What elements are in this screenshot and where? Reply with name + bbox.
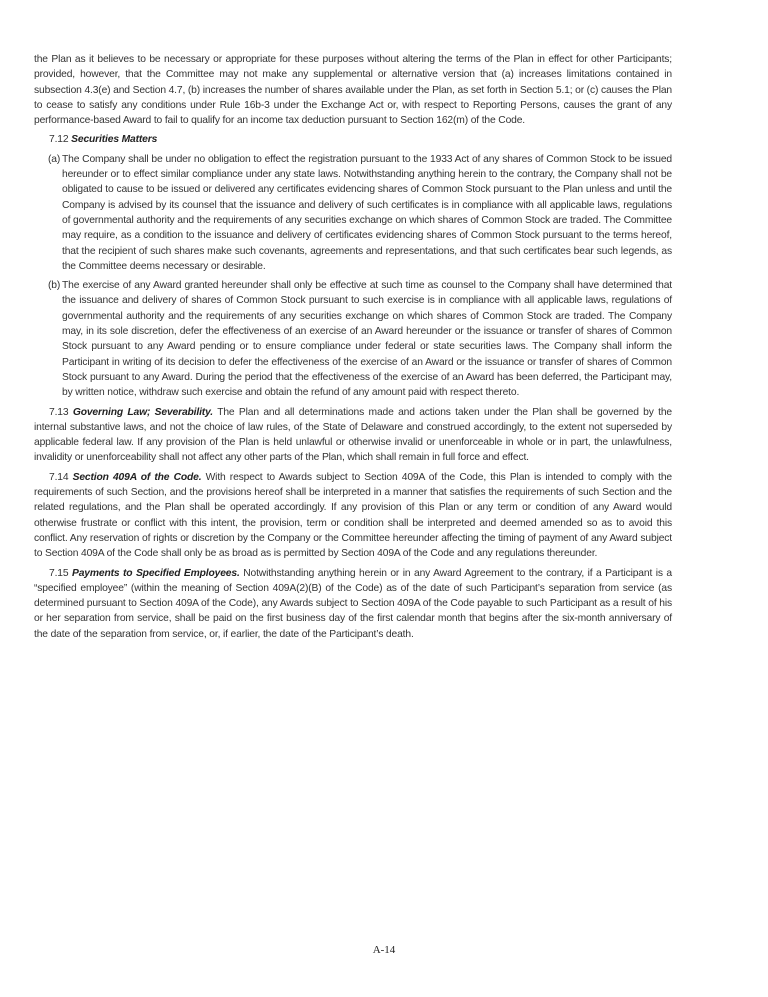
list-label: (a): [48, 153, 61, 165]
section-heading: Governing Law; Severability.: [72, 406, 213, 418]
section-number: 7.15: [49, 567, 69, 579]
list-text: The exercise of any Award granted hereunder shall only be effective at such time as counsel to the Company shall have determined that the issuance and delivery of shares of Common Stock pursuant to such exercise is in compliance with all applicable laws, regulations of governmental authority and the requirements of any securities exchange on which shares of Common Stock are traded. The Company may, in its sole discretion, defer the effectiveness of an exercise of an Award hereunder or the issuance or transfer of shares of Common Stock pursuant to any Award pending or to ensure compliance under federal or state securities laws. The Company shall inform the Participant in writing of its decision to defer the effectiveness of the exercise of an Award or the issuance or transfer of shares of Common Stock pursuant to any Award. During the period that the effectiveness of the exercise of an Award has been deferred, the Participant may, by written notice, withdraw such exercise and obtain the refund of any amount paid with respect thereto.: [62, 280, 672, 399]
page-number: A-14: [372, 944, 396, 956]
section-text: Notwithstanding anything herein or in any Award Agreement to the contrary, if a Participant is a “specified employee” (within the meaning of Section 409A(2)(B) of the Code) as of the date of such Participant’s separation from service (as determined pursuant to Section 409A of the Code), any Awards subject to Section 409A of the Code payable to such Participant as a result of his or her separation from service, shall be paid on the first business day of the first calendar month that begins after the six-month anniversary of the date of the separation from service, or, if earlier, the date of the Participant’s death.: [34, 567, 672, 640]
section-number: 7.13: [49, 406, 69, 418]
document-page: [34, 52, 672, 646]
section-text: With respect to Awards subject to Section 409A of the Code, this Plan is intended to comply with the requirements of such Section, and the provisions hereof shall be interpreted in a manner that satisfies the requirements of such Section and the related regulations, and the Plan shall be operated accordingly. If any provision of this Plan or any term or condition of any Award would otherwise frustrate or conflict with this intent, the provision, term or condition shall be interpreted and deemed amended so as to avoid this conflict. Any reservation of rights or discretion by the Company or the Committee hereunder affecting the timing of payment of any Award subject to Section 409A of the Code shall only be as broad as is permitted by Section 409A of the Code and any regulations thereunder.: [34, 471, 672, 560]
section-number: 7.14: [49, 471, 69, 483]
section-heading: Payments to Specified Employees.: [72, 567, 240, 579]
list-item-a: [48, 152, 672, 274]
section-7-12-heading: [34, 132, 672, 147]
section-heading: Securities Matters: [71, 134, 158, 146]
section-7-15: [34, 566, 672, 642]
section-number: 7.12: [49, 134, 69, 146]
list-label: (b): [48, 280, 61, 292]
section-heading: Section 409A of the Code.: [72, 471, 202, 483]
section-text: The Plan and all determinations made and actions taken under the Plan shall be governed by the internal substantive laws, and not the choice of law rules, of the State of Delaware and construed accordingly, to the extent not superseded by applicable federal law. If any provision of the Plan is held unlawful or otherwise invalid or unenforceable in whole or in part, the unlawfulness, invalidity or unenforceability shall not affect any other parts of the Plan, which shall remain in full force and effect.: [34, 406, 673, 464]
section-7-13: [34, 405, 672, 466]
section-7-14: [34, 470, 672, 562]
intro-paragraph: the Plan as it believes to be necessary or appropriate for these purposes without altering the terms of the Plan in effect for other Participants; provided, however, that the Committee may not make any supplemental or alternative version that (a) increases limitations contained in subsection 4.3(e) and Section 4.7, (b) increases the number of shares available under the Plan, as set forth in Section 5.1; or (c) causes the Plan to cease to satisfy any conditions under Rule 16b-3 under the Exchange Act or, with respect to Reporting Persons, causes the grant of any performance-based Award to fail to qualify for an income tax deduction pursuant to Section 162(m) of the Code.: [34, 54, 672, 127]
list-text: The Company shall be under no obligation to effect the registration pursuant to the 1933 Act of any shares of Common Stock to be issued hereunder or to effect similar compliance under any state laws. Notwithstanding anything herein to the contrary, the Company shall not be obligated to cause to be issued or delivered any certificates evidencing shares of Common Stock pursuant to the Plan unless and until the Company is advised by its counsel that the issuance and delivery of such certificates is in compliance with all applicable laws, regulations of governmental authority and the requirements of any securities exchange on which shares of Common Stock are traded. The Committee may require, as a condition to the issuance and delivery of certificates evidencing shares of Common Stock pursuant to the terms hereof, that the recipient of such shares make such covenants, agreements and representations, and that such certificates bear such legends, as the Committee deems necessary or desirable.: [62, 153, 672, 272]
list-item-b: [48, 278, 672, 400]
